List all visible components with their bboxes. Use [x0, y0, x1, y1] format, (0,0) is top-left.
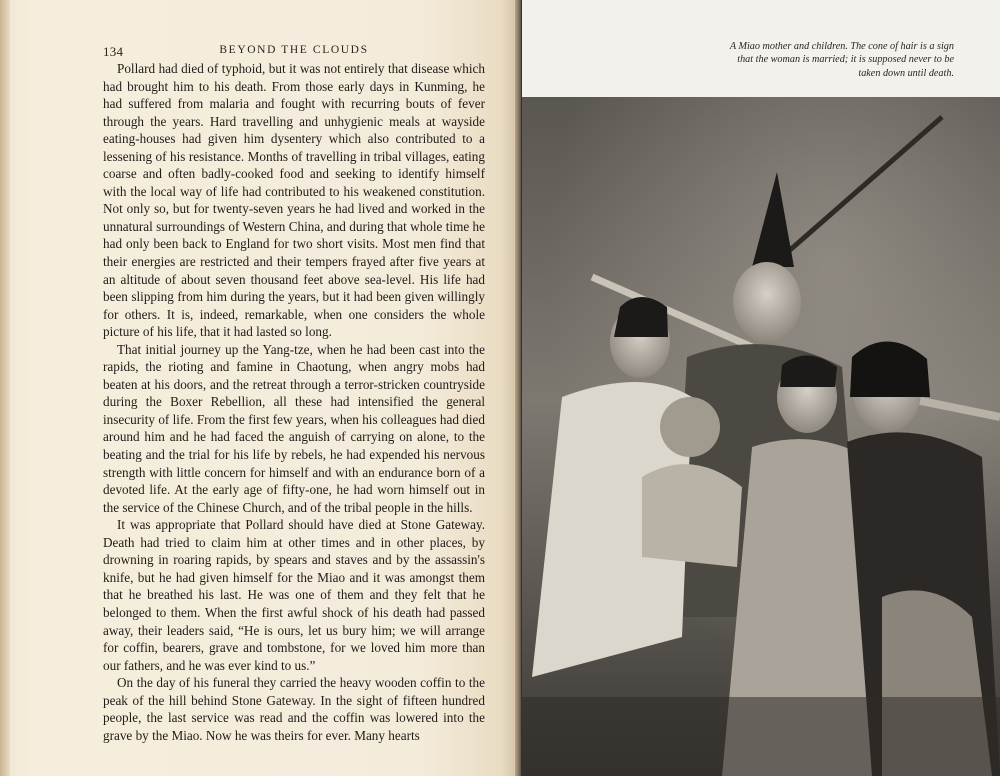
paragraph: Pollard had died of typhoid, but it was not entirely that disease which had brought him to his death. From those early days in Kunming, he had suffered from malaria and fought with recurring bouts of fever through the years. Hard travelling and unhygienic meals at wayside eating-houses had given him dysentery which also contributed to a lessening of his resistance. Months of travelling in tribal villages, eating coarse and often badly-cooked food and seeking to identify himself with the local way of life had contributed to his weakened constitution. Not only so, but for twenty-seven years he had lived and worked in the unnatural surroundings of Western China, and during that whole time he had only been back to England for two short visits. Most men find that their energies are restricted and their tempers frayed after five years at an altitude of about seven thousand feet above sea-level. His life had been slipping from him during the years, but it had been given willingly for others. It is, indeed, remarkable, when one considers the whole picture of his life, that it had lasted so long.: [103, 61, 485, 340]
paragraph: On the day of his funeral they carried the heavy wooden coffin to the peak of the hill behind Stone Gateway. In the sight of fifteen hundred people, the last service was read and the coffin was lowered into the grave by the Miao. Now he was theirs for ever. Many hearts: [103, 675, 485, 743]
paragraph: That initial journey up the Yang-tze, when he had been cast into the rapids, the rioting and famine in Chaotung, when angry mobs had beaten at his doors, and the retreat through a terror-stricken countryside during the Boxer Rebellion, all these had intensified the general insecurity of life. From the first few years, when his colleagues had died around him and he had faced the anguish of carrying on alone, to the beating and the trial for his life by rebels, he had expended his nervous strength with little concern for himself and with an endurance born of a devoted life. At the early age of fifty-one, he had worn himself out in the service of the Chinese Church, and of the tribal people in the hills.: [103, 341, 485, 515]
body-text: [103, 60, 485, 744]
photograph: [522, 97, 1000, 776]
paragraph: It was appropriate that Pollard should have died at Stone Gateway. Death had tried to claim him at other times and in other places, by drowning in roaring rapids, by spears and staves and by the assassin's knife, but he had given himself for the Miao and it was amongst them that he breathed his last. He was one of them and they felt that he belonged to them. When the first awful shock of his death had passed away, their leaders said, “He is ours, let us bury him; we will arrange for coffin, bearers, grave and tombstone, for we loved him more than our fathers, and he was ever kind to us.”: [103, 517, 485, 673]
page-number: 134: [103, 44, 124, 59]
running-head: [103, 44, 485, 60]
running-head-title: BEYOND THE CLOUDS: [219, 44, 369, 56]
photo-caption: A Miao mother and children. The cone of hair is a sign that the woman is married; it is supposed never to be taken down until death.: [729, 41, 954, 79]
page-edge: [0, 0, 10, 776]
right-page: [522, 0, 1000, 776]
